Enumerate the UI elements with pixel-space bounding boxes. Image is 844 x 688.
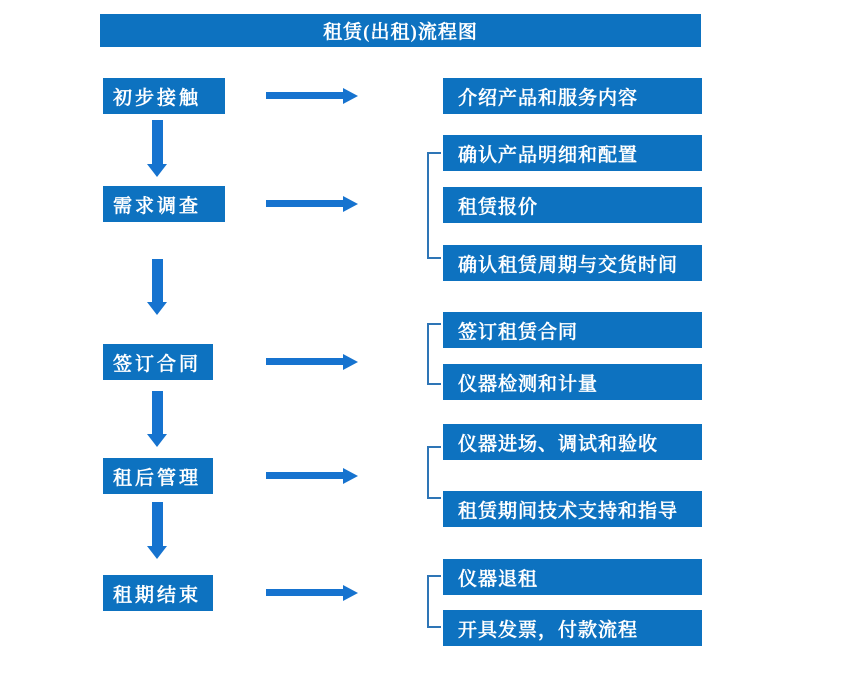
down-arrow-icon <box>152 502 163 546</box>
right-arrow-icon <box>266 358 343 365</box>
step-rental-end: 租期结束 <box>103 575 213 611</box>
diagram-title: 租赁(出租)流程图 <box>100 14 701 47</box>
group-bracket-rental-end <box>427 575 441 628</box>
step-post-rental-management: 租后管理 <box>103 458 213 494</box>
detail-sign-rental-contract: 签订租赁合同 <box>443 312 702 348</box>
down-arrow-icon <box>152 120 163 164</box>
right-arrow-icon <box>266 589 343 596</box>
down-arrow-icon <box>152 391 163 434</box>
detail-invoice-payment-process: 开具发票，付款流程 <box>443 610 702 646</box>
right-arrow-icon <box>266 92 343 99</box>
detail-confirm-product-details-configuration: 确认产品明细和配置 <box>443 135 702 171</box>
group-bracket-demand-survey <box>427 152 441 259</box>
down-arrow-icon <box>152 259 163 302</box>
group-bracket-sign-contract <box>427 323 441 385</box>
group-bracket-post-rental <box>427 446 441 499</box>
step-demand-survey: 需求调查 <box>103 186 225 222</box>
detail-rental-quotation: 租赁报价 <box>443 187 702 223</box>
detail-instrument-testing-measurement: 仪器检测和计量 <box>443 364 702 400</box>
step-sign-contract: 签订合同 <box>103 344 213 380</box>
step-initial-contact: 初步接触 <box>103 78 225 114</box>
detail-introduce-products-services: 介绍产品和服务内容 <box>443 78 702 114</box>
detail-instrument-return: 仪器退租 <box>443 559 702 595</box>
detail-instrument-arrival-commissioning: 仪器进场、调试和验收 <box>443 424 702 460</box>
detail-confirm-rental-period-delivery-time: 确认租赁周期与交货时间 <box>443 245 702 281</box>
right-arrow-icon <box>266 472 343 479</box>
right-arrow-icon <box>266 200 343 207</box>
detail-technical-support-during-rental: 租赁期间技术支持和指导 <box>443 491 702 527</box>
